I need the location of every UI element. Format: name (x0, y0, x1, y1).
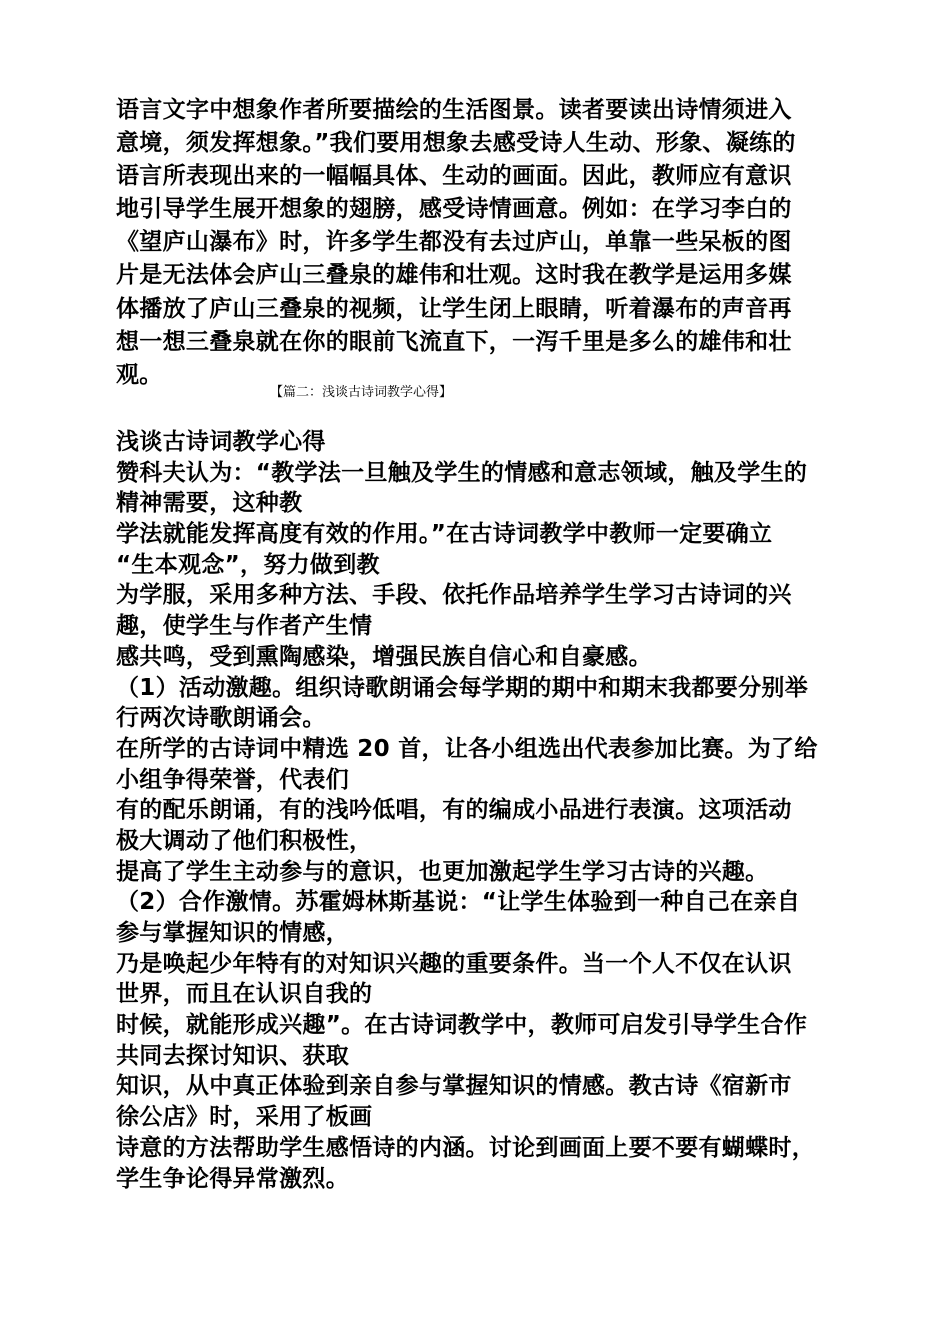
text-line: 极大调动了他们积极性， (116, 827, 373, 854)
text-line: 学法就能发挥高度有效的作用。”在古诗词教学中教师一定要确立 (116, 521, 773, 548)
text-line: 片是无法体会庐山三叠泉的雄伟和壮观。这时我在教学是运用多媒 (116, 262, 792, 289)
text-line: 行两次诗歌朗诵会。 (116, 705, 326, 732)
text-line: 语言所表现出来的一幅幅具体、生动的画面。因此，教师应有意识 (116, 163, 792, 190)
text-line: 意境，须发挥想象。”我们要用想象去感受诗人生动、形象、凝练的 (116, 130, 796, 157)
text-line: （1）活动激趣。组织诗歌朗诵会每学期的期中和期末我都要分别举 (116, 674, 809, 701)
text-line: 学生争论得异常激烈。 (116, 1165, 349, 1192)
intro-paragraph (116, 94, 836, 392)
article-body (116, 427, 836, 1194)
text-line: （2）合作激情。苏霍姆林斯基说：“让学生体验到一种自己在亲自 (116, 889, 801, 916)
text-line: 世界，而且在认识自我的 (116, 981, 373, 1008)
text-line: “生本观念”，努力做到教 (116, 551, 380, 578)
text-line: 乃是唤起少年特有的对知识兴趣的重要条件。当一个人不仅在认识 (116, 950, 792, 977)
text-line: 想一想三叠泉就在你的眼前飞流直下，一泻千里是多么的雄伟和壮 (116, 328, 792, 355)
text-line: 地引导学生展开想象的翅膀，感受诗情画意。例如：在学习李白的 (116, 196, 792, 223)
text-line: 共同去探讨知识、获取 (116, 1042, 349, 1069)
text-line: 语言文字中想象作者所要描绘的生活图景。读者要读出诗情须进入 (116, 97, 792, 123)
text-line: 赞科夫认为：“教学法一旦触及学生的情感和意志领域，触及学生的 (116, 459, 808, 486)
text-line: 感共鸣，受到熏陶感染，增强民族自信心和自豪感。 (116, 643, 652, 670)
text-line: 趣，使学生与作者产生情 (116, 613, 373, 640)
text-line: 知识，从中真正体验到亲自参与掌握知识的情感。教古诗《宿新市 (116, 1073, 792, 1100)
text-line: 精神需要，这种教 (116, 490, 303, 517)
text-line: 有的配乐朗诵，有的浅吟低唱，有的编成小品进行表演。这项活动 (116, 797, 792, 824)
text-line: 观。 (116, 361, 163, 388)
text-line: 小组争得荣誉，代表们 (116, 766, 349, 793)
text-line: 为学服，采用多种方法、手段、依托作品培养学生学习古诗词的兴 (116, 582, 792, 609)
text-line: 徐公店》时，采用了板画 (116, 1104, 373, 1131)
text-line: 时候，就能形成兴趣”。在古诗词教学中，教师可启发引导学生合作 (116, 1012, 808, 1039)
text-line: 参与掌握知识的情感， (116, 920, 349, 946)
text-line: 诗意的方法帮助学生感悟诗的内涵。讨论到画面上要不要有蝴蝶时， (116, 1134, 815, 1161)
text-line: 体播放了庐山三叠泉的视频，让学生闭上眼睛，听着瀑布的声音再 (116, 295, 792, 322)
article-title: 浅谈古诗词教学心得 (116, 429, 326, 455)
text-line: 《望庐山瀑布》时，许多学生都没有去过庐山，单靠一些呆板的图 (116, 229, 792, 256)
section-heading: 【篇二：浅谈古诗词教学心得】 (270, 385, 453, 400)
text-line: 在所学的古诗词中精选 20 首，让各小组选出代表参加比赛。为了给 (116, 735, 818, 762)
text-line: 提高了学生主动参与的意识，也更加激起学生学习古诗的兴趣。 (116, 858, 769, 885)
